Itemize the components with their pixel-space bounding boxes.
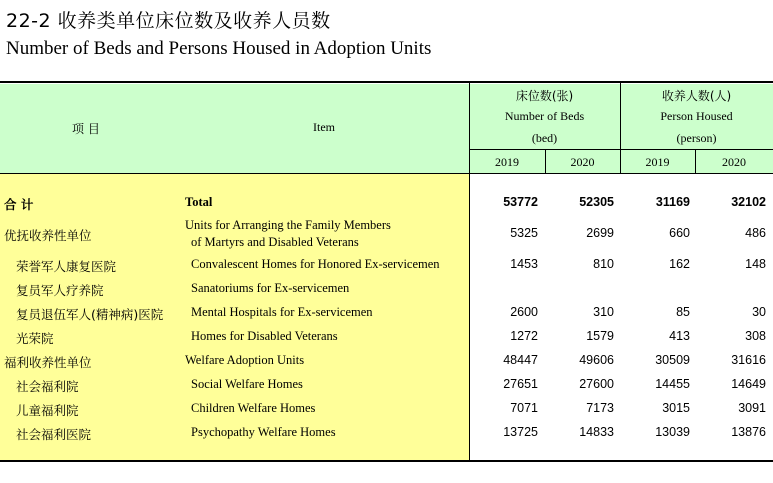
row-label-en: Convalescent Homes for Honored Ex-servicemen: [191, 257, 440, 271]
row-persons-2020: 308: [745, 329, 766, 343]
header-persons-unit: (person): [676, 131, 717, 145]
row-label-cn: 儿童福利院: [16, 403, 79, 418]
row-beds-2020: 49606: [579, 353, 614, 367]
table-bottom-rule: [0, 460, 773, 462]
row-label-cn: 复员退伍军人(精神病)医院: [16, 307, 164, 322]
row-label-cn: 社会福利医院: [16, 427, 92, 442]
row-label-en: Children Welfare Homes: [191, 401, 316, 415]
row-beds-2020: 7173: [586, 401, 614, 415]
row-beds-2019: 1453: [510, 257, 538, 271]
row-persons-2019: 413: [669, 329, 690, 343]
row-label-en: Social Welfare Homes: [191, 377, 303, 391]
row-beds-2020: 2699: [586, 226, 614, 240]
row-persons-2019: 13039: [655, 425, 690, 439]
row-label-en: Mental Hospitals for Ex-servicemen: [191, 305, 373, 319]
row-persons-2020: 31616: [731, 353, 766, 367]
row-total-beds-2020: 52305: [579, 195, 614, 209]
header-item-chinese: 项 目: [72, 122, 100, 136]
header-persons-chinese: 收养人数(人): [661, 89, 732, 103]
header-beds-unit: (bed): [531, 131, 558, 145]
row-total-label-cn: 合 计: [4, 197, 34, 212]
row-beds-2019: 13725: [503, 425, 538, 439]
row-beds-2020: 1579: [586, 329, 614, 343]
row-total-persons-2020: 32102: [731, 195, 766, 209]
row-label-cn: 光荣院: [16, 331, 54, 346]
row-label-cn: 优抚收养性单位: [4, 228, 92, 243]
page-title-chinese: 22-2 收养类单位床位数及收养人员数: [6, 10, 331, 32]
page-title-english: Number of Beds and Persons Housed in Adoption Units: [6, 38, 432, 59]
row-label-cn: 福利收养性单位: [4, 355, 92, 370]
row-label-en: Sanatoriums for Ex-servicemen: [191, 281, 350, 295]
header-year-beds-2020: 2020: [570, 155, 595, 169]
row-beds-2019: 7071: [510, 401, 538, 415]
row-persons-2019: 3015: [662, 401, 690, 415]
row-persons-2019: 14455: [655, 377, 690, 391]
row-label-cn: 复员军人疗养院: [16, 283, 104, 298]
row-beds-2019: 48447: [503, 353, 538, 367]
row-persons-2019: 30509: [655, 353, 690, 367]
row-beds-2020: 310: [593, 305, 614, 319]
row-persons-2019: 660: [669, 226, 690, 240]
row-label-en-line2: of Martyrs and Disabled Veterans: [191, 235, 359, 249]
row-total-label-en: Total: [185, 195, 213, 209]
row-label-en: Psychopathy Welfare Homes: [191, 425, 336, 439]
header-year-beds-2019: 2019: [495, 155, 519, 169]
row-total-persons-2019: 31169: [655, 195, 690, 209]
row-beds-2019: 5325: [510, 226, 538, 240]
header-beds-english: Number of Beds: [504, 109, 585, 123]
row-persons-2020: 30: [752, 305, 766, 319]
header-persons-english: Person Housed: [660, 109, 733, 123]
row-persons-2020: 148: [745, 257, 766, 271]
header-beds-chinese: 床位数(张): [515, 89, 574, 103]
row-beds-2019: 2600: [510, 305, 538, 319]
row-label-en: Units for Arranging the Family Members: [185, 218, 391, 232]
row-persons-2020: 13876: [731, 425, 766, 439]
table-top-rule: [0, 81, 773, 83]
row-label-en: Welfare Adoption Units: [185, 353, 305, 367]
header-item-english: Item: [313, 120, 335, 134]
header-year-persons-2020: 2020: [722, 155, 746, 169]
row-beds-2020: 810: [593, 257, 614, 271]
row-beds-2019: 1272: [510, 329, 538, 343]
row-label-en: Homes for Disabled Veterans: [191, 329, 338, 343]
header-year-persons-2019: 2019: [645, 155, 670, 169]
row-label-cn: 社会福利院: [16, 379, 79, 394]
row-total-beds-2019: 53772: [503, 195, 538, 209]
row-persons-2019: 85: [676, 305, 690, 319]
row-beds-2019: 27651: [503, 377, 538, 391]
row-persons-2020: 486: [745, 226, 766, 240]
row-label-cn: 荣誉军人康复医院: [16, 259, 117, 274]
header-year-divider: [469, 149, 773, 150]
row-persons-2020: 14649: [731, 377, 766, 391]
row-beds-2020: 14833: [579, 425, 614, 439]
row-persons-2020: 3091: [738, 401, 766, 415]
row-beds-2020: 27600: [579, 377, 614, 391]
row-persons-2019: 162: [669, 257, 690, 271]
header-body-divider: [0, 173, 773, 174]
